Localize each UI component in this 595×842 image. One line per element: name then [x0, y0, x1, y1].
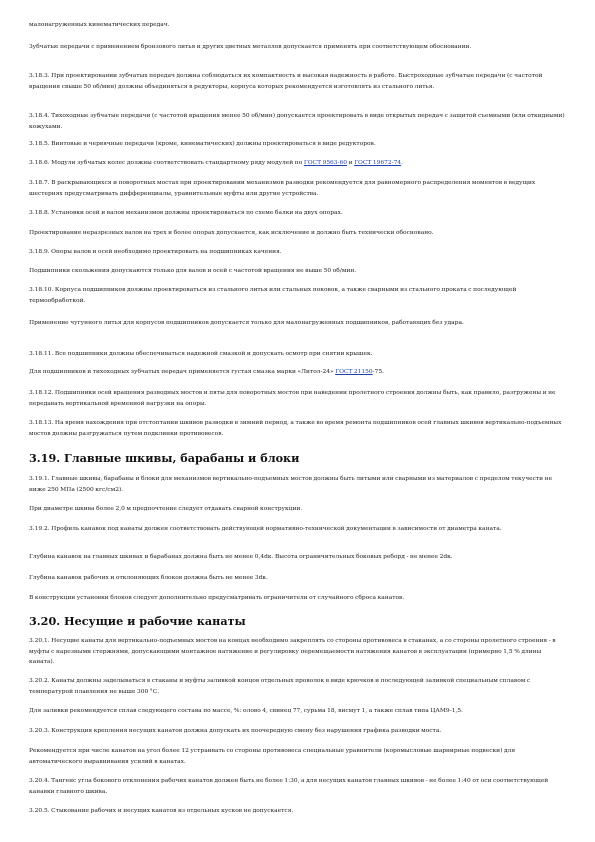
gost-9563-link[interactable]: ГОСТ 9563-60: [303, 160, 348, 166]
paragraph-3-20-4: 3.20.4. Тангенс угла бокового отклонения рабочих канатов должен быть не более 1:30, а для несущих канатов главных шкивов - не более 1:40 от оси соответствующей канавки главного шкива.: [29, 778, 549, 795]
paragraph-sliding-bearings: Подшипники скольжения допускаются только для валов и осей с частотой вращения не выше 50 об/мин.: [29, 268, 357, 274]
paragraph-zubchatye: Зубчатые передачи с применением бронзового литья и других цветных металлов допускается применять при соответствующем обосновании.: [29, 44, 472, 50]
paragraph-grease-end: -75.: [372, 369, 385, 375]
paragraph-3-20-2: 3.20.2. Канаты должны заделываться в стаканы и муфты заливкой концов отдельных проволок в виде крючков и последующей заливкой специальным сплавом с температурой плавления не выше 300 °С.: [29, 678, 531, 695]
paragraph-diameter: При диаметре шкива более 2,0 м предпочтение следует отдавать сварной конструкции.: [29, 506, 303, 512]
paragraph-3-18-9: 3.18.9. Опоры валов и осей необходимо проектировать на подшипниках качения.: [29, 249, 282, 255]
paragraph-3-18-4: 3.18.4. Тихоходные зубчатые передачи (с частотой вращения менее 50 об/мин) допускается проектировать в виде открытых передач с защитой съемными (или откидными) кожухами.: [29, 113, 565, 130]
paragraph-cast-iron: Применение чугунного литья для корпусов подшипников допускается только для малонагруженных подшипников, работающих без удара.: [29, 320, 464, 326]
paragraph-intro: малонагруженных кинематических передач.: [29, 22, 170, 28]
paragraph-3-20-3: 3.20.3. Конструкция крепления несущих канатов должна допускать их поочередную смену без нарушения графика разводки моста.: [29, 728, 442, 734]
paragraph-3-20-5: 3.20.5. Стыкование рабочих и несущих канатов из отдельных кусков не допускается.: [29, 808, 294, 814]
paragraph-construction: В конструкции установки блоков следует дополнительно предусматривать ограничители от случайного сброса канатов.: [29, 595, 405, 601]
section-heading-3-19: 3.19. Главные шкивы, барабаны и блоки: [29, 451, 300, 465]
paragraph-grease: [29, 367, 565, 378]
paragraph-3-18-7: 3.18.7. В раскрывающихся и поворотных мостах при проектировании механизмов разводки рекомендуется для равномерного распределения моментов в ведущих шестернях предусматривать дифференциалы, уравнительные муфты или другие устройства.: [29, 180, 536, 197]
paragraph-3-19-2: 3.19.2. Профиль канавок под канаты должен соответствовать действующей нормативно-технической документации в зависимости от диаметра каната.: [29, 526, 502, 532]
paragraph-grease-text: Для подшипников и тихоходных зубчатых передач применяется густая смазка марки «Литол-24»: [29, 369, 336, 375]
gost-19672-link[interactable]: ГОСТ 19672-74: [354, 160, 402, 166]
paragraph-3-18-13: 3.18.13. На время нахождения при отстоптании шкивов разводки в зимний период, а также во время ремонта подшипников осей главных шкивов вертикально-подъемных мостов должны разгружаться путем подклинки противовесов.: [29, 420, 562, 437]
paragraph-alloy: Для заливки рекомендуется сплав следующего состава по массе, %: олово 4, свинец 77, сурьма 18, висмут 1, а также сплав типа ЦАМ9-1,5.: [29, 708, 463, 714]
paragraph-3-18-8: 3.18.8. Установки осей и валов механизмов должны проектироваться по схеме балки на двух опорах.: [29, 210, 343, 216]
paragraph-3-18-6: [29, 158, 565, 169]
paragraph-3-18-6-text: 3.18.6. Модули зубчатых колес должны соответствовать стандартному ряду модулей по: [29, 160, 304, 166]
paragraph-3-18-6-and: и: [347, 160, 355, 166]
paragraph-3-18-12: 3.18.12. Подшипники осей вращения разводных мостов и пяты для поворотных мостов при наведении пролетного строения должны быть, как правило, разгружены и не передавать вертикальной временной нагрузки на опоры.: [29, 390, 556, 407]
section-heading-3-20: 3.20. Несущие и рабочие канаты: [29, 614, 246, 628]
paragraph-3-18-11: 3.18.11. Все подшипники должны обеспечиваться надежной смазкой и допускать осмотр при снятии крышек.: [29, 351, 373, 357]
paragraph-equalizers: Рекомендуется при числе канатов на угол более 12 устраивать со стороны противовеса специальные уравнители (коромысловые шарнирные подвески) для автоматического выравнивания усилий в канатах.: [29, 748, 516, 765]
paragraph-groove-depth-blocks: Глубина канавок рабочих и отклоняющих блоков должна быть не менее 3dк.: [29, 575, 268, 581]
paragraph-3-18-5: 3.18.5. Винтовые и червячные передачи (кроме, кинематических) должны проектироваться в виде редукторов.: [29, 141, 376, 147]
paragraph-3-20-1: 3.20.1. Несущие канаты для вертикально-подъемных мостов на концах необходимо закреплять со стороны противовеса в стаканах, а со стороны пролетного строения - в муфты с нарезными стержнями, допускающими монтажное натяжение и регулировку перемещаемости натяжения канатов в эксплуатации (примерно 1,5 % длины каната).: [29, 638, 556, 666]
paragraph-groove-depth: Глубина канавок на главных шкивах и барабанах должна быть не менее 0,4dк. Высота ограничительных боковых реборд - не менее 2dк.: [29, 554, 453, 560]
paragraph-3-18-3: 3.18.3. При проектировании зубчатых передач должна соблюдаться их компактность и высокая надежность в работе. Быстроходные зубчатые передачи (с частотой вращения свыше 50 об/мин) должны объединяться в редукторы, корпуса которых рекомендуется изготовлять из стального литья.: [29, 73, 543, 90]
paragraph-3-18-10: 3.18.10. Корпуса подшипников должны проектироваться из стального литья или стальных поковок, а также сварными из стального проката с последующей термообработкой.: [29, 287, 517, 304]
paragraph-3-19-1: 3.19.1. Главные шкивы, барабаны и блоки для механизмов вертикально-подъемных мостов должны быть литыми или сварными из материалов с пределом текучести не ниже 250 МПа (2500 кгс/см2).: [29, 476, 553, 493]
paragraph-3-18-6-end: .: [401, 160, 403, 166]
paragraph-projection: Проектирование неразрезных валов на трех и более опорах допускается, как исключение и должно быть технически обосновано.: [29, 230, 434, 236]
gost-21150-link[interactable]: ГОСТ 21150: [335, 369, 373, 375]
